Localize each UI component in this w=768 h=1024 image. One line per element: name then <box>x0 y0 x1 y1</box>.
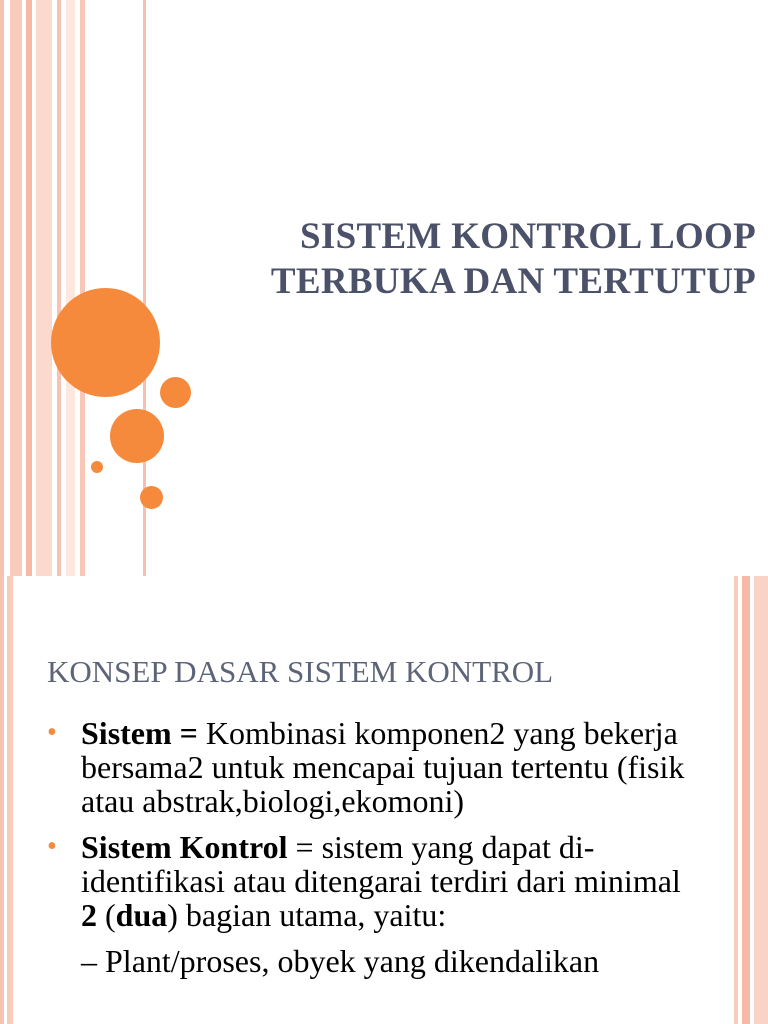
decor-stripe <box>66 0 75 576</box>
decor-stripe <box>57 0 61 576</box>
bullet-list <box>47 716 687 990</box>
decor-circle-tiny <box>91 461 103 473</box>
decor-circle-large <box>51 288 160 397</box>
bullet-text: ( <box>97 897 116 933</box>
title-line-2: TERBUKA DAN TERTUTUP <box>270 261 756 302</box>
bullet-item-sistem <box>47 716 687 818</box>
decor-stripe <box>754 576 768 1024</box>
bullet-text: ) bagian utama, yaitu: <box>167 897 447 933</box>
decor-stripe <box>36 0 52 576</box>
decor-circle-small <box>140 486 163 509</box>
bullet-icon: • <box>47 831 57 862</box>
slide-heading: KONSEP DASAR SISTEM KONTROL <box>47 654 554 689</box>
bullet-icon: • <box>47 717 57 748</box>
bullet-item-sistem-kontrol <box>47 830 687 932</box>
decor-circle-small <box>160 377 191 408</box>
decor-stripe <box>10 0 22 576</box>
bullet-text: = sistem yang dapat di-identifikasi atau ditengarai terdiri dari minimal <box>81 829 681 899</box>
bullet-text: Kombinasi komponen2 yang bekerja bersama2 untuk mencapai tujuan tertentu (fisik atau abstrak,biologi,ekomoni) <box>81 715 685 819</box>
bullet-bold-word: dua <box>115 897 168 933</box>
bullet-term: Sistem = <box>81 715 198 751</box>
bullet-bold-number: 2 <box>81 897 97 933</box>
title-line-1: SISTEM KONTROL LOOP <box>300 216 756 257</box>
decor-stripe <box>0 576 4 1024</box>
decor-circle-medium <box>110 409 164 463</box>
decor-stripe <box>734 576 738 1024</box>
decor-stripe <box>80 0 85 576</box>
decor-stripe <box>7 576 13 1024</box>
decor-stripe <box>26 0 32 576</box>
bullet-term: Sistem Kontrol <box>81 829 288 865</box>
slide-title <box>156 214 756 304</box>
content-slide <box>0 576 768 1024</box>
decor-stripe <box>0 0 4 576</box>
sub-bullet-item: – Plant/proses, obyek yang dikendalikan <box>81 943 600 979</box>
decor-stripe <box>742 576 750 1024</box>
